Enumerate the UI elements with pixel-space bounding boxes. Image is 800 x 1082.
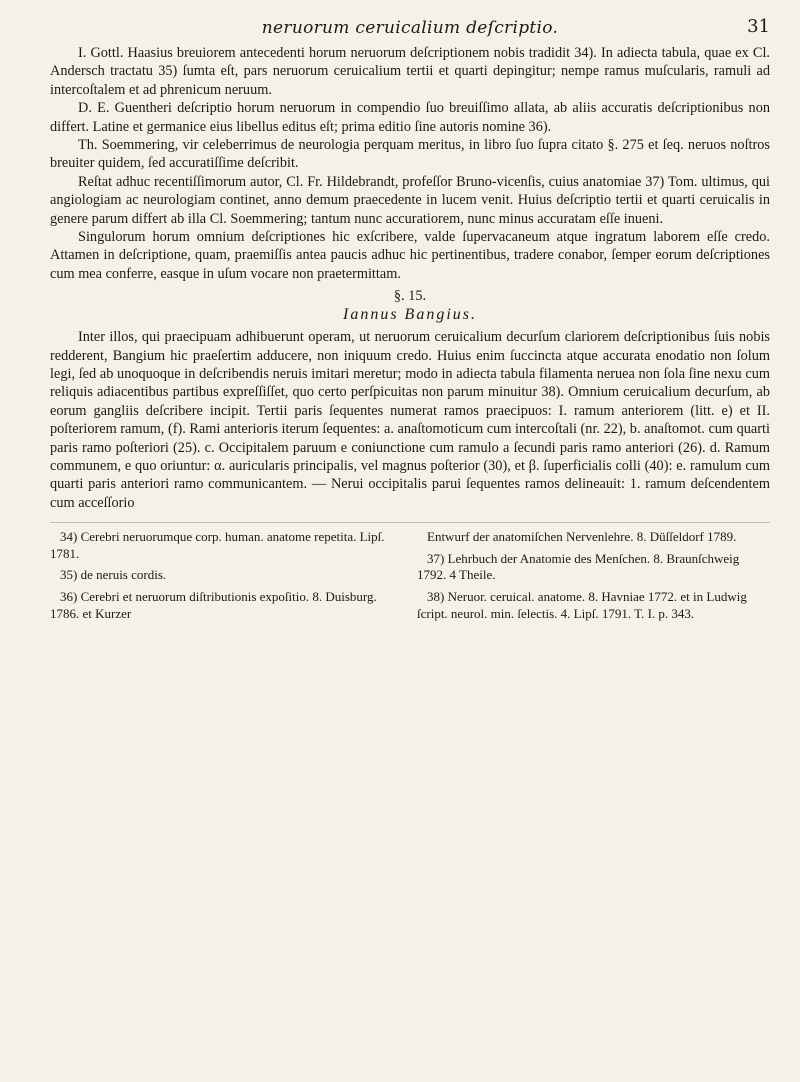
paragraph-soemmering: Th. Soemmering, vir celeberrimus de neurologia perquam meritus, in libro ſuo ſupra citato §. 275 et ſeq. neruos noſtros breuiter quidem, ſed accuratiſſime deſcribit.	[50, 137, 770, 172]
running-title: neruorum ceruicalium deſcriptio.	[261, 18, 559, 38]
footnotes-right-column	[417, 529, 770, 627]
footnote-38: 38) Neruor. ceruical. anatome. 8. Havniae 1772. et in Ludwig ſcript. neurol. min. ſelectis. 4. Lipſ. 1791. T. I. p. 343.	[417, 588, 747, 621]
paragraph-haasius: I. Gottl. Haasius breuiorem antecedenti horum neruorum deſcriptionem nobis tradidit 34). In adiecta tabula, quae ex Cl. Andersch tractatu 35) ſumta eſt, pars neruorum ceruicalium tertii et quarti depingitur; nempe ramus muſcularis, ramuli ad intercoſtalem et ad phrenicum neruum.	[50, 45, 770, 98]
paragraph-singulorum: Singulorum horum omnium deſcriptiones hic exſcribere, valde ſupervacaneum atque ingratum laborem eſſe credo. Attamen in deſcriptione, quam, praemiſſis antea paucis adhuc hic pertinentibus, tradere conabor, ſemper eorum deſcriptiones cum mea conferre, easque in uſum vocare non praetermittam.	[50, 229, 770, 282]
page-number: 31	[747, 16, 770, 37]
footnotes-left-column	[50, 529, 403, 627]
footnote-36: 36) Cerebri et neruorum diſtributionis expoſitio. 8. Duisburg. 1786. et Kurzer	[50, 588, 377, 621]
running-head	[50, 14, 770, 44]
footnotes	[50, 529, 770, 627]
paragraph-bangius: Inter illos, qui praecipuam adhibuerunt operam, ut neruorum ceruicalium decurſum clariorem deſcriptionibus ſuis nobis redderent, Bangium hic praeſertim adducere, non iniquum credo. Huius enim ſuccincta atque accurata enodatio non ſolum legi, ſed ab unoquoque in deſcribendis neruis imitari meretur; modo in adiecta tabula filamenta neruea non ſola ſine nexu cum reliquis adiacentibus partibus expreſſiſſet, quo certo perſpicuitas non parum minuitur 38). Omnium ceruicalium decurſum, ab eorum gangliis deſcribere incipit. Tertii paris ſequentes numerat ramos praecipuos: I. ramum anteriorem (litt. e) et II. poſteriorem ramum, (f). Rami anterioris iterum ſequentes: a. anaſtomoticum cum intercoſtali (nr. 22), b. anaſtomot. cum quarti paris ramo poſteriori (25). c. Occipitalem paruum e coniunctione cum ramulo a ſecundi paris ramo anteriori (26). d. Ramum communem, e quo oriuntur: α. auricularis principalis, vel magnus poſterior (30), et β. ſuperficialis colli (40): e. ramulum cum quarti paris anteriori ramo communicantem. — Nerui occipitalis parui ſequentes ramos delineauit: 1. ramum deſcendentem cum acceſſorio	[50, 329, 770, 511]
section-title: Iannus Bangius.	[343, 305, 477, 323]
footnote-35: 35) de neruis cordis.	[60, 567, 167, 583]
footnote-37: 37) Lehrbuch der Anatomie des Menſchen. 8. Braunſchweig 1792. 4 Theile.	[417, 550, 740, 583]
footnote-rule	[50, 522, 770, 523]
footnote-36-continued: Entwurf der anatomiſchen Nervenlehre. 8. Düſſeldorf 1789.	[427, 529, 737, 545]
footnote-34: 34) Cerebri neruorumque corp. human. anatome repetita. Lipſ. 1781.	[50, 529, 385, 561]
paragraph-guentheri: D. E. Guentheri deſcriptio horum neruorum in compendio ſuo breuiſſimo allata, ab aliis accuratis deſcriptionibus non differt. Latine et germanice eius libellus editus eſt; prima editio ſine autoris nomine 36).	[50, 100, 770, 135]
paragraph-hildebrandt: Reſtat adhuc recentiſſimorum autor, Cl. Fr. Hildebrandt, profeſſor Bruno-vicenſis, cuius anatomiae 37) Tom. ultimus, qui angiologiam ac neurologiam continet, anno demum praecedente in lucem venit. Huius deſcriptio tertii et quarti ceruicalis in genere parum differt ab illa Cl. Soemmering; tantum nunc accuratiorem, nunc minus accuratam eſſe inueni.	[50, 173, 770, 227]
main-text	[50, 44, 770, 512]
section-number: §. 15.	[393, 288, 427, 305]
